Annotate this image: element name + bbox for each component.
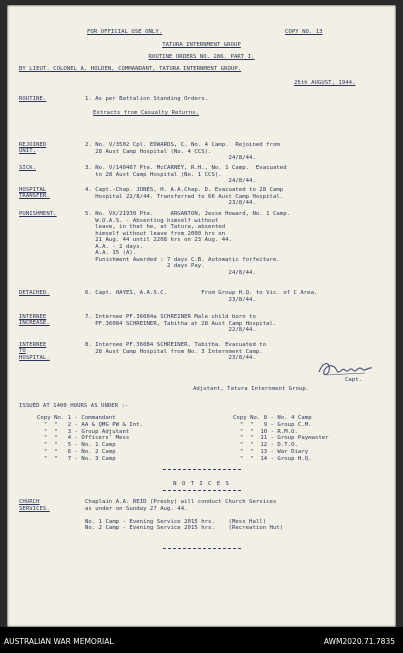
order-label: TRANSFER. [19, 193, 50, 200]
official-use-heading: FOR OFFICIAL USE ONLY. [87, 29, 163, 35]
notices-heading: N O T I C E S [173, 481, 230, 487]
order-line: PF.36084 SCHREINER, Tabitha at 28 Aust Camp Hospital. [85, 320, 277, 327]
order-line: to 28 Aust Camp Hospital (No. 1 CCS). [85, 171, 222, 178]
distribution-item: " " 4 - Officers' Mess [37, 435, 130, 442]
notice-line: Chaplain A.A. REID (Presby) will conduct Church Services [85, 499, 277, 505]
archive-footer [0, 627, 403, 653]
extracts-heading: Extracts from Casualty Returns. [93, 110, 199, 116]
order-line: Punishment Awarded : 7 days C.B. Automatic forfeiture. [85, 256, 280, 263]
order-line: 24/8/44. [85, 155, 256, 161]
routine-label: ROUTINE. [19, 96, 47, 102]
distribution-item: " " 13 - War Diary [233, 449, 309, 455]
order-line: Hospital 22/8/44. Transferred to 66 Aust Camp Hospital. [85, 193, 284, 200]
order-line: 23/8/44. [85, 296, 256, 303]
order-line: himself without leave from 2000 hrs on [85, 230, 226, 237]
distribution-item: " " 2 - AA & QMG PW & Int. [37, 421, 143, 428]
footer-source: AUSTRALIAN WAR MEMORIAL [4, 637, 114, 646]
order-line: 28 Aust Camp Hospital (No. 4 CCS). [85, 148, 212, 155]
order-label: SICK. [19, 165, 37, 171]
order-label: INTERNEE [19, 314, 47, 320]
order-label: INCREASE. [19, 320, 50, 327]
divider [163, 490, 241, 491]
order-line: 6. Capt. HAYES, A.A.S.C. From Group H.Q. to Vic. of C Area. [85, 290, 318, 296]
routine-text: 1. As per Battalion Standing Orders. [85, 96, 209, 102]
order-line: 24/8/44. [85, 178, 256, 184]
signature-image [315, 357, 375, 379]
order-label: HOSPITAL. [19, 354, 50, 361]
order-line: 2. No. V/3502 Cpl. EDWARDS, C. No. 4 Camp. Rejoined from [85, 142, 280, 148]
order-label: UNIT. [19, 148, 37, 155]
order-line: leave, in that he, at Tatura, absented [85, 224, 226, 230]
notice-line: as under on Sunday 27 Aug. 44. [85, 505, 188, 512]
orders-title: ROUTINE ORDERS NO. 286. PART I. [148, 54, 255, 60]
distribution-item: " " 11 - Group Paymaster [233, 435, 329, 442]
distribution-item: " " 6 - No. 2 Camp [37, 449, 116, 455]
divider [163, 469, 241, 470]
church-label-1: CHURCH [19, 499, 40, 505]
footer-accession: AWM2020.71.7835 [323, 637, 395, 646]
order-line: 22/8/44. [85, 327, 256, 333]
copy-number: COPY NO. 13 [285, 29, 323, 35]
order-label: DETACHED. [19, 290, 50, 296]
distribution-item: " " 10 - R.M.O. [233, 428, 298, 435]
order-line: A.A. 15 (A). [85, 250, 137, 256]
notice-line: No. 2 Camp - Evening Service 2015 hrs. (Recreation Hut) [85, 525, 284, 532]
signature-rank: Capt. [345, 377, 363, 383]
distribution-item: " " 12 - D.T.O. [233, 442, 298, 449]
church-label-2: SERVICES. [19, 505, 50, 512]
order-label: REJOINED [19, 142, 47, 148]
order-line: 7. Internee PF.36084a SCHREINER Male child born to [85, 314, 256, 320]
order-line: 3. No. V/140467 Pte. McCARNEY, R.H., No. 1 Camp. Evacuated [85, 165, 287, 171]
order-line: 8. Internee PF.36084 SCHREINER, Tabitha. Evacuated to [85, 342, 267, 348]
order-line: 2 days Pay. [85, 263, 205, 269]
distribution-item: Copy No. 8 - No. 4 Camp [233, 415, 312, 421]
signature-title: Adjutant, Tatura Internment Group. [193, 386, 310, 392]
order-label: PUNISHMENT. [19, 211, 57, 217]
order-line: 23/8/44. [85, 200, 256, 206]
group-title: TATURA INTERNMENT GROUP [162, 42, 241, 48]
distribution-item: " " 5 - No. 1 Camp [37, 442, 116, 449]
order-label: INTERNEE [19, 342, 47, 348]
order-line: 5. No. VX/21930 Pte. ARGANTON, Jesse Howard, No. 1 Camp. [85, 211, 291, 217]
order-label: HOSPITAL [19, 187, 47, 193]
distribution-item: Copy No. 1 - Commandant [37, 415, 116, 421]
distribution-item: " " 7 - No. 3 Camp [37, 455, 116, 462]
issuer-line: BY LIEUT. COLONEL A. HOLDEN, COMMANDANT, TATURA INTERNMENT GROUP. [19, 66, 242, 72]
order-date: 25th AUGUST, 1944. [294, 80, 356, 86]
order-line: A.A. - 2 days. [85, 243, 144, 250]
order-line: W.O.A.S. - Absenting himself without [85, 217, 219, 224]
order-line: 24/8/44. [85, 269, 256, 276]
order-line: 4. Capt.-Chap. JONES, H. A.A.Chap. D. Evacuated to 28 Camp [85, 187, 284, 193]
distribution-item: " " 3 - Group Adjutant [37, 428, 130, 435]
distribution-item: " " 14 - Group H.Q. [233, 455, 312, 462]
order-line: 23/8/44. [85, 355, 256, 361]
notice-line: No. 1 Camp - Evening Service 2015 hrs. (Mess Hall) [85, 518, 267, 525]
issued-heading: ISSUED AT 1400 HOURS AS UNDER :- [19, 403, 129, 409]
order-line: 28 Aust Camp Hospital from No. 3 Internment Camp. [85, 348, 263, 355]
order-line: 21 Aug. 44 until 2208 hrs on 23 Aug. 44. [85, 237, 232, 243]
distribution-item: " " 9 - Group C.M. [233, 421, 312, 428]
order-label: TO [19, 348, 26, 355]
divider [163, 548, 241, 549]
document-page [7, 5, 396, 627]
